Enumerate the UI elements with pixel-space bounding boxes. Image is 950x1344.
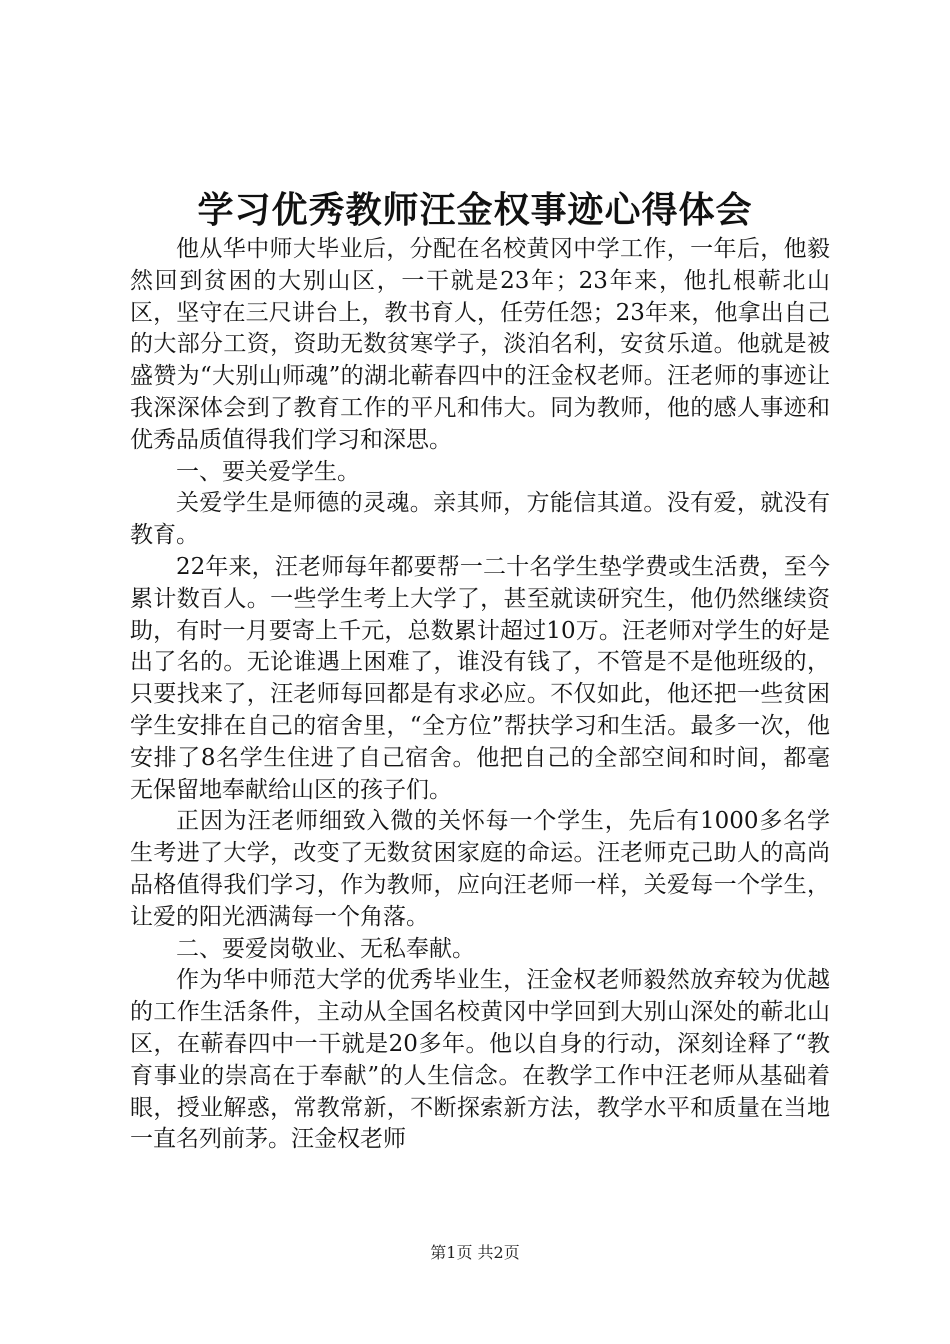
page-footer: 第1页 共2页: [430, 1243, 520, 1262]
paragraph-care-3: 正因为汪老师细致入微的关怀每一个学生，先后有1000多名学生考进了大学，改变了无数贫困家庭的命运。汪老师克己助人的高尚品格值得我们学习，作为教师，应向汪老师一样，关爱每一个学生，让爱的阳光洒满每一个角落。: [130, 808, 830, 930]
paragraph-intro: 他从华中师大毕业后，分配在名校黄冈中学工作，一年后，他毅然回到贫困的大别山区，一干就是23年；23年来，他扎根蕲北山区，坚守在三尺讲台上，教书育人，任劳任怨；23年来，他拿出自己的大部分工资，资助无数贫寒学子，淡泊名利，安贫乐道。他就是被盛赞为“大别山师魂”的湖北蕲春四中的汪金权老师。汪老师的事迹让我深深体会到了教育工作的平凡和伟大。同为教师，他的感人事迹和优秀品质值得我们学习和深思。: [130, 236, 830, 453]
document-body: [130, 234, 830, 1156]
section-heading-1: 一、要关爱学生。: [176, 458, 360, 485]
section-heading-2: 二、要爱岗敬业、无私奉献。: [176, 935, 475, 962]
paragraph-care-2: 22年来，汪老师每年都要帮一二十名学生垫学费或生活费，至今累计数百人。一些学生考上大学了，甚至就读研究生，他仍然继续资助，有时一月要寄上千元，总数累计超过10万。汪老师对学生的好是出了名的。无论谁遇上困难了，谁没有钱了，不管是不是他班级的，只要找来了，汪老师每回都是有求必应。不仅如此，他还把一些贫困学生安排在自己的宿舍里，“全方位”帮扶学习和生活。最多一次，他安排了8名学生住进了自己宿舍。他把自己的全部空间和时间，都毫无保留地奉献给山区的孩子们。: [130, 553, 830, 803]
paragraph-dedication-1: 作为华中师范大学的优秀毕业生，汪金权老师毅然放弃较为优越的工作生活条件，主动从全国名校黄冈中学回到大别山深处的蕲北山区，在蕲春四中一干就是20多年。他以自身的行动，深刻诠释了“教育事业的崇高在于奉献”的人生信念。在教学工作中汪老师从基础着眼，授业解惑，常教常新，不断探索新方法，教学水平和质量在当地一直名列前茅。汪金权老师: [130, 967, 830, 1153]
document-title: 学习优秀教师汪金权事迹心得体会: [197, 189, 753, 231]
paragraph-care-1: 关爱学生是师德的灵魂。亲其师，方能信其道。没有爱，就没有教育。: [130, 490, 830, 549]
